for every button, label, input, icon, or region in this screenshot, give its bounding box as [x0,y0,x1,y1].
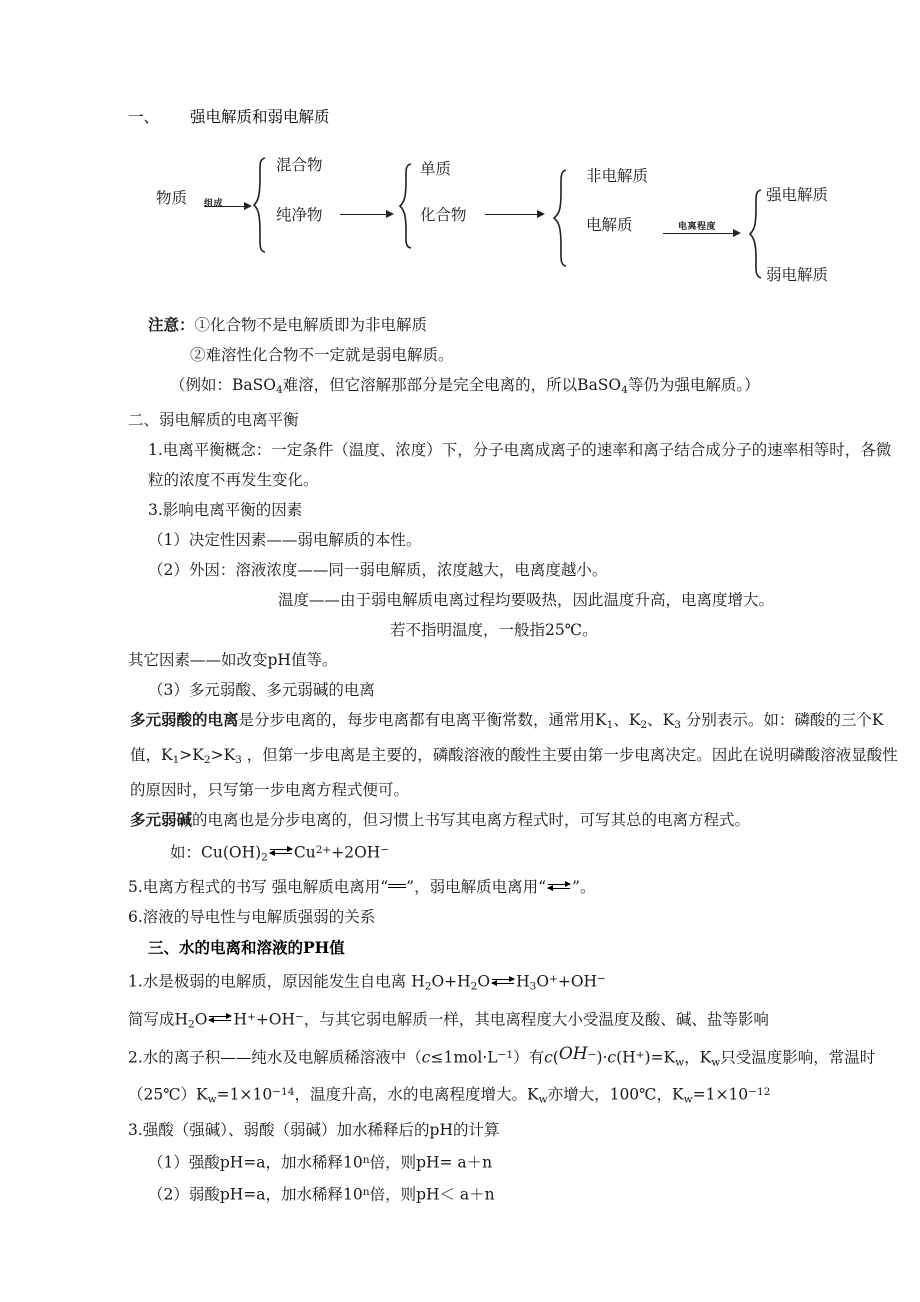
polyacid-sep-2: 、K [647,710,675,729]
polyacid-rest-c: ，但第一步电离是主要的，磷酸溶液的酸性主要由第一步电离决定。因此在说明磷酸溶液显酸性的原因时，只写第一步电离方程式便可。 [130,745,898,799]
diagram-arrow-4-line [663,233,735,234]
note-label: 注意： [148,315,195,334]
diagram-brace-3 [552,168,570,268]
diagram-label-ionization-degree: 电离程度 [678,222,717,232]
s3-item2-g: )· [596,1048,608,1067]
s3-item2-sup2: + [635,1048,645,1061]
diagram-brace-1 [252,156,268,254]
s3-item1-sup1: + [549,973,558,986]
example-mid: Cu [293,843,316,862]
note-example-sub-2: 4 [621,383,628,396]
polyacid-rest-b: 分别表示。如：磷酸的三个K值，K [130,710,884,764]
calc-2-a: （2）弱酸pH=a，加水稀释10 [148,1185,363,1204]
diagram-arrow-3-head [537,210,545,218]
diagram-arrow-2-line [340,214,388,215]
s3-item2-k: ，K [684,1048,712,1067]
s3-item2-sup4: −12 [748,1086,771,1099]
s3-item1l2-sup2: − [295,1010,304,1023]
s3-item1-sub2: 2 [470,980,478,993]
polyacid-k3: 3 [674,718,681,731]
s3-item1-b: O+H [431,972,471,991]
section-3-item-1-line-2 [128,1002,918,1039]
section-2-item-1: 1.电离平衡概念：一定条件（温度、浓度）下，分子电离成离子的速率和离子结合成分子的速率相等时，各微粒的浓度不再发生变化。 [148,440,892,489]
diagram-node-weak-electrolyte: 弱电解质 [766,266,829,284]
section-2-example-equation [128,835,918,872]
document-content [128,104,918,1209]
polybase-rest: 的电离也是分步电离的，但习惯上书写其电离方程式时，可写其总的电离方程式。 [192,810,751,829]
example-tail: +2OH [331,843,381,862]
s3-item2-o: 亦增大，100℃，K [547,1085,684,1104]
diagram-node-pure: 纯净物 [276,206,323,224]
s3-item1-sub1: 2 [424,980,432,993]
diagram-arrow-2-head [386,210,394,218]
section-2-title: 二、弱电解质的电离平衡 [128,410,299,429]
s3-item2-sup1: −1 [497,1048,514,1061]
section-2-factor-2: （2）外因：溶液浓度——同一弱电解质，浓度越大，电离度越小。 [148,560,608,579]
polyacid-gt-2: >K [210,745,236,764]
s3-item2-i: (H [616,1048,636,1067]
section-2-item-5 [128,872,918,902]
diagram-node-substance: 物质 [156,189,188,207]
calc-1-sup: n [362,1153,370,1166]
s3-item1l2-c: H [233,1009,247,1028]
section-3-calc-2 [128,1177,918,1209]
s3-item2-subw2: w [711,1056,721,1069]
section-2-factor-2b: 温度——由于弱电解质电离过程均要吸热，因此温度升高，电离度增大。 [278,590,775,609]
diagram-node-element: 单质 [420,160,452,178]
s3-item2-l: 只受温度影响，常温时（25℃）K [128,1048,876,1104]
section-3-title: 三、水的电离和溶液的PH值 [148,938,345,958]
s3-item2-d: ）有 [513,1048,545,1067]
example-sup-2: − [380,843,390,856]
item-5-part-c: ”。 [572,878,596,897]
section-1-number: 一、 [128,108,160,126]
calc-1-a: （1）强酸pH=a，加水稀释10 [148,1153,363,1171]
section-2-factor-1: （1）决定性因素——弱电解质的本性。 [148,530,422,549]
polyacid-sep-1: 、K [613,710,641,729]
section-3-item-1 [128,964,918,1001]
item-5-part-b: ”，弱电解质电离用“ [406,878,547,897]
s3-item2-j: )=K [644,1048,676,1067]
calc-2-b: 倍，则pH＜ a＋n [369,1185,495,1204]
s3-item2-subw3: w [207,1093,217,1106]
note-example-part-2: 难溶，但它溶解那部分是完全电离的，所以BaSO [282,376,622,394]
polyacid-k3b: 3 [235,753,242,766]
note-example-line [128,370,918,405]
polyacid-gt-1: >K [179,745,204,764]
s3-item2-n: ，温度升高，水的电离程度增大。K [294,1085,539,1104]
s3-item2-f: ( [552,1048,559,1067]
calc-1-b: 倍，则pH= a＋n [369,1153,493,1171]
s3-item1-f: +OH [557,972,598,991]
note-item-2: ②难溶性化合物不一定就是弱电解质。 [190,346,454,364]
s3-item2-a: 2.水的离子积——纯水及电解质稀溶液中（ [128,1048,422,1067]
diagram-node-electrolyte: 电解质 [586,216,633,234]
s3-item2-sup3: −14 [272,1086,295,1099]
section-2-other-factors: 其它因素——如改变pH值等。 [128,650,338,669]
note-line-1 [128,310,918,340]
s3-item1l2-d: +OH [255,1009,296,1028]
section-3-calc-1 [128,1145,918,1177]
note-example-part-3: 等仍为强电解质。） [627,376,760,394]
s3-item1-c: O [477,972,491,991]
polyacid-k1: 1 [606,718,614,731]
diagram-brace-4 [748,188,764,280]
s3-item2-oh: OH [558,1043,588,1064]
s3-item1-d: H [516,972,530,991]
s3-item1l2-sub: 2 [188,1017,195,1030]
equilibrium-arrow-icon [270,846,292,858]
example-sub: 2 [261,851,268,864]
s3-item1l2-b: O [194,1009,208,1028]
example-sup-1: 2+ [315,843,332,856]
s3-item2-ohsup: − [587,1048,597,1061]
item-5-part-a: 5.电离方程式的书写 强电解质电离用“ [128,878,389,897]
polyacid-k2: 2 [640,718,648,731]
calc-2-sup: n [362,1186,370,1198]
example-prefix: 如：Cu(OH) [170,843,262,862]
note-item-1: ①化合物不是电解质即为非电解质 [194,316,428,334]
equilibrium-arrow-icon-2 [548,881,570,893]
s3-item2-p: =1×10 [692,1085,749,1104]
polyacid-bold-label: 多元弱酸的电离 [130,709,239,729]
s3-item2-m: =1×10 [216,1085,273,1104]
diagram-node-strong-electrolyte: 强电解质 [766,186,829,204]
s3-item2-h-symbol: c [607,1048,617,1067]
section-1-heading-text: 强电解质和弱电解质 [190,108,330,126]
diagram-arrow-1-line [204,206,246,207]
s3-item2-subw4: w [538,1093,548,1106]
diagram-node-non-electrolyte: 非电解质 [586,167,649,185]
s3-item1l2-e: ，与其它弱电解质一样，其电离程度大小受温度及酸、碱、盐等影响 [303,1009,769,1028]
s3-item1-e: O [536,972,550,991]
equilibrium-arrow-icon-4 [209,1013,231,1025]
s3-item2-c-symbol: c [421,1048,431,1067]
classification-diagram [128,134,918,304]
section-2-polybase [128,805,918,835]
s3-item1l2-a: 简写成H [128,1009,189,1028]
section-3-item-3-title: 3.强酸（强碱）、弱酸（弱碱）加水稀释后的pH的计算 [128,1120,500,1139]
diagram-node-mixture: 混合物 [276,156,323,174]
diagram-brace-2 [398,162,414,250]
s3-item2-b: ≤1mol·L [430,1048,498,1067]
note-example-part-1: （例如：BaSO [170,376,276,394]
diagram-arrow-4-head [733,229,741,237]
note-example-sub-1: 4 [275,383,283,396]
section-2-factor-3: （3）多元弱酸、多元弱碱的电离 [148,680,375,699]
section-3-item-2 [128,1039,918,1115]
polyacid-k1b: 1 [172,753,180,766]
polyacid-rest-a: 是分步电离的，每步电离都有电离平衡常数，通常用K [238,710,607,729]
s3-item2-subw1: w [675,1056,685,1069]
s3-item1l2-sup1: + [246,1010,256,1023]
section-2-item-6: 6.溶液的导电性与电解质强弱的关系 [128,908,376,927]
polyacid-k2b: 2 [203,753,211,766]
equals-sign-icon [388,881,406,891]
note-line-2 [128,340,918,370]
diagram-label-composition: 组成 [204,199,224,209]
section-2-factor-2c: 若不指明温度，一般指25℃。 [390,620,598,639]
s3-item2-subw5: w [683,1093,693,1106]
equilibrium-arrow-icon-3 [492,976,514,988]
s3-item1-a: 1.水是极弱的电解质，原因能发生自电离 H [128,972,425,991]
diagram-node-compound: 化合物 [420,206,467,224]
section-1-title [128,104,918,130]
s3-item2-e-symbol: c [544,1048,553,1067]
diagram-arrow-1-head [244,202,252,210]
section-2-item-3-title: 3.影响电离平衡的因素 [148,500,303,519]
s3-item1-sup2: − [597,973,606,986]
polybase-bold-label: 多元弱碱 [130,809,193,829]
diagram-arrow-3-line [485,214,539,215]
s3-item1-sub3: 3 [529,980,537,993]
section-2-polyacid [128,705,918,805]
